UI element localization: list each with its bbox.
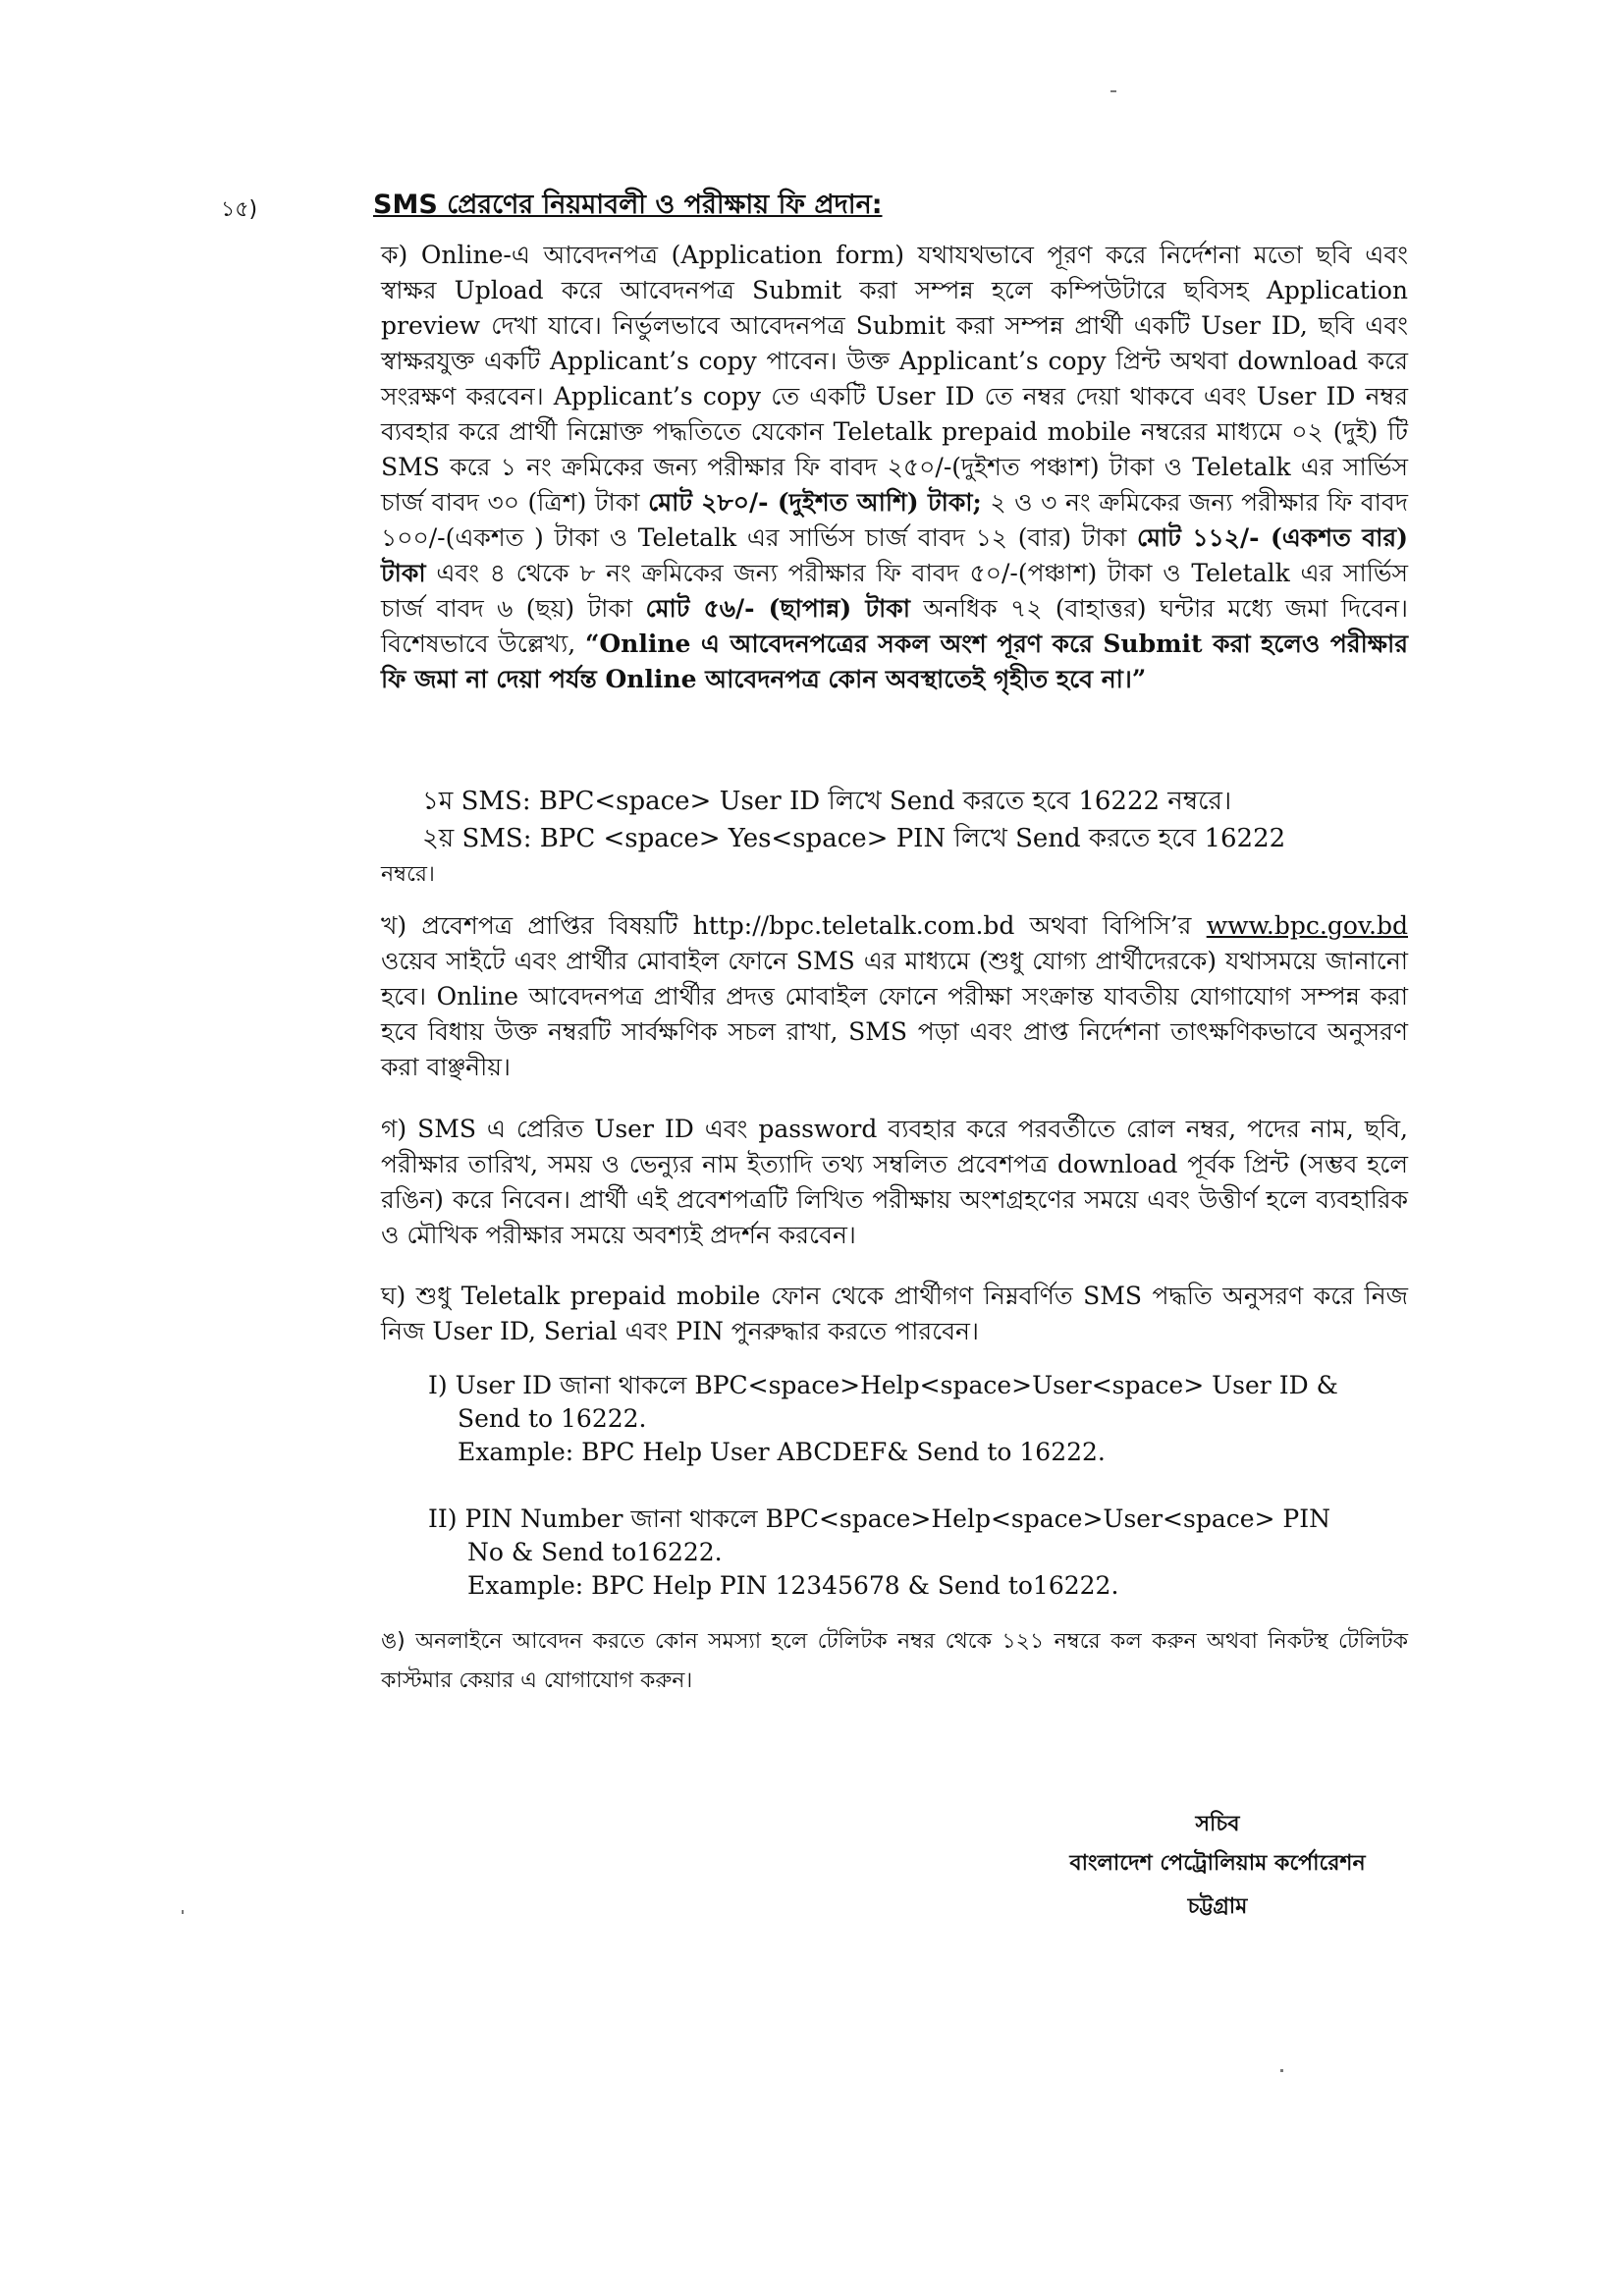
signature-organization: বাংলাদেশ পেট্রোলিয়াম কর্পোরেশন [1069,1851,1366,1876]
paragraph-gha: ঘ) শুধু Teletalk prepaid mobile ফোন থেকে প্রার্থীগণ নিম্নবর্ণিত SMS পদ্ধতি অনুসরণ করে নিজ নিজ User ID, Serial এবং PIN পুনরুদ্ধার করতে পারবেন। [381,1282,1408,1345]
retrieval-ii-line-2: No & Send to16222. [467,1538,723,1566]
retrieval-user-id [428,1369,1408,1469]
paragraph-kha [381,908,1408,1085]
paragraph-ka [381,238,1408,697]
sms-second-continued: নম্বরে। [381,862,435,887]
paragraph-ga: গ) SMS এ প্রেরিত User ID এবং password ব্যবহার করে পরবর্তীতে রোল নম্বর, পদের নাম, ছবি, পরীক্ষার তারিখ, সময় ও ভেন্যুর নাম ইত্যাদি তথ্য সম্বলিত প্রবেশপত্র download পূর্বক প্রিন্ট (সম্ভব হলে রঙিন) করে নিবেন। প্রার্থী এই প্রবেশপত্রটি লিখিত পরীক্ষায় অংশগ্রহণের সময়ে এবং উত্তীর্ণ হলে ব্যবহারিক ও মৌখিক পরীক্ষার সময়ে অবশ্যই প্রদর্শন করবেন। [381,1115,1408,1249]
signature-designation: সচিব [1195,1812,1240,1836]
section-number: ১৫) [221,197,258,222]
important-note: “Online এ আবেদনপত্রের সকল অংশ পূরণ করে Submit করা হলেও পরীক্ষার ফি জমা না দেয়া পর্যন্ত Online আবেদনপত্র কোন অবস্থাতেই গৃহীত হবে না।” [381,629,1408,693]
scan-speck [182,1910,184,1914]
paragraph-ka-part-2: ২ ও ৩ নং ক্রমিকের জন্য পরীক্ষার ফি বাবদ ১০০/-(একশত ) টাকা ও Teletalk এর সার্ভিস চার্জ বাবদ ১২ (বার) টাকা [381,488,1408,552]
bpc-website-link[interactable]: www.bpc.gov.bd [1206,911,1408,940]
paragraph-kha-part-2: ওয়েব সাইটে এবং প্রার্থীর মোবাইল ফোনে SMS এর মাধ্যমে (শুধু যোগ্য প্রার্থীদেরকে) যথাসময়ে জানানো হবে। Online আবেদনপত্র প্রার্থীর প্রদত্ত মোবাইল ফোনে পরীক্ষা সংক্রান্ত যাবতীয় যোগাযোগ সম্পন্ন করা হবে বিধায় উক্ত নম্বরটি সার্বক্ষণিক সচল রাখা, SMS পড়া এবং প্রাপ্ত নির্দেশনা তাৎক্ষণিকভাবে অনুসরণ করা বাঞ্ছনীয়। [381,947,1408,1081]
paragraph-ka-part-4: অনধিক ৭২ (বাহাত্তর) ঘন্টার মধ্যে জমা দিবেন। বিশেষভাবে উল্লেখ্য, [381,594,1408,658]
retrieval-i-line-2: Send to 16222. [458,1404,647,1433]
scan-speck [1110,90,1116,92]
paragraph-ka-text [381,238,1408,697]
paragraph-ka-part-3: এবং ৪ থেকে ৮ নং ক্রমিকের জন্য পরীক্ষার ফি বাবদ ৫০/-(পঞ্চাশ) টাকা ও Teletalk এর সার্ভিস চার্জ বাবদ ৬ (ছয়) টাকা [381,559,1408,623]
signature-location: চট্টগ্রাম [1187,1894,1248,1919]
paragraph-kha-text [381,908,1408,1085]
retrieval-i-line-3: Example: BPC Help User ABCDEF& Send to 16222. [458,1438,1106,1466]
retrieval-pin [428,1503,1408,1603]
fee-total-1: মোট ২৮০/- (দুইশত আশি) টাকা; [648,488,982,517]
scan-speck [1280,2069,1283,2072]
retrieval-ii-line-1: II) PIN Number জানা থাকলে BPC<space>Help<space>User<space> PIN [428,1504,1330,1533]
sms-first: ১ম SMS: BPC<space> User ID লিখে Send করতে হবে 16222 নম্বরে। [422,787,1232,816]
section-title: SMS প্রেরণের নিয়মাবলী ও পরীক্ষায় ফি প্রদান: [373,190,883,220]
paragraph-uma: ঙ) অনলাইনে আবেদন করতে কোন সমস্যা হলে টেলিটক নম্বর থেকে ১২১ নম্বরে কল করুন অথবা নিকটস্থ টেলিটক কাস্টমার কেয়ার এ যোগাযোগ করুন। [381,1629,1408,1693]
retrieval-i-line-1: I) User ID জানা থাকলে BPC<space>Help<space>User<space> User ID & [428,1371,1338,1399]
fee-total-3: মোট ৫৬/- (ছাপান্ন) টাকা [645,594,910,623]
fee-total-2: মোট ১১২/- (একশত বার) টাকা [381,523,1408,587]
retrieval-ii-line-3: Example: BPC Help PIN 12345678 & Send to16222. [467,1571,1119,1600]
paragraph-kha-part-1: খ) প্রবেশপত্র প্রাপ্তির বিষয়টি http://bpc.teletalk.com.bd অথবা বিপিসি’র [381,911,1207,940]
paragraph-ka-part-1: ক) Online-এ আবেদনপত্র (Application form) যথাযথভাবে পূরণ করে নির্দেশনা মতো ছবি এবং স্বাক্ষর Upload করে আবেদনপত্র Submit করা সম্পন্ন হলে কম্পিউটারে ছবিসহ Application preview দেখা যাবে। নির্ভুলভাবে আবেদনপত্র Submit করা সম্পন্ন প্রার্থী একটি User ID, ছবি এবং স্বাক্ষরযুক্ত একটি Applicant’s copy পাবেন। উক্ত Applicant’s copy প্রিন্ট অথবা download করে সংরক্ষণ করবেন। Applicant’s copy তে একটি User ID তে নম্বর দেয়া থাকবে এবং User ID নম্বর ব্যবহার করে প্রার্থী নিম্নোক্ত পদ্ধতিতে যেকোন Teletalk prepaid mobile নম্বরের মাধ্যমে ০২ (দুই) টি SMS করে ১ নং ক্রমিকের জন্য পরীক্ষার ফি বাবদ ২৫০/-(দুইশত পঞ্চাশ) টাকা ও Teletalk এর সার্ভিস চার্জ বাবদ ৩০ (ত্রিশ) টাকা [381,241,1408,517]
sms-second: ২য় SMS: BPC <space> Yes<space> PIN লিখে Send করতে হবে 16222 [422,824,1286,853]
